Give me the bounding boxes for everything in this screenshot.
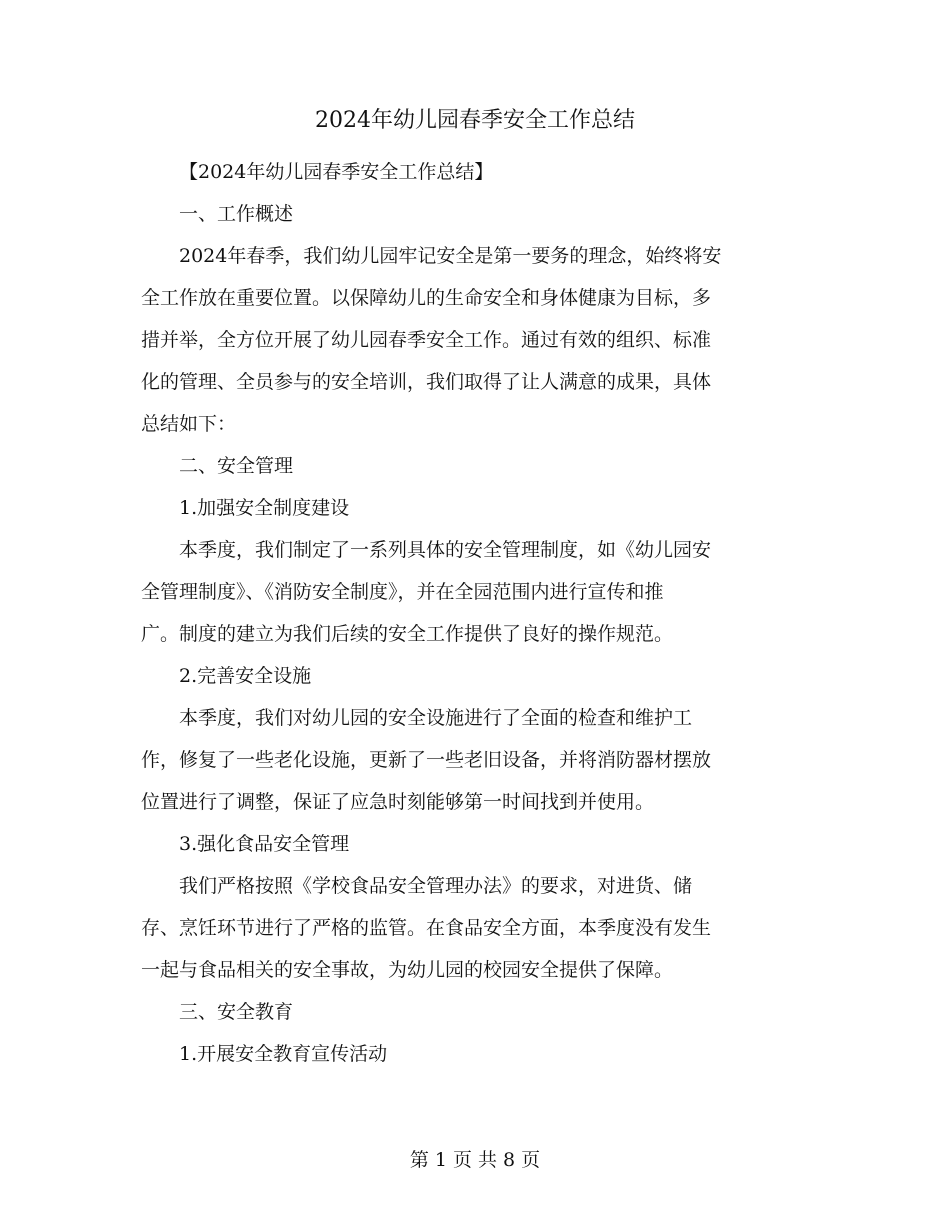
paragraph-line: 作，修复了一些老化设施，更新了一些老旧设备，并将消防器材摆放 [141,749,712,771]
paragraph-line: 全工作放在重要位置。以保障幼儿的生命安全和身体健康为目标，多 [141,287,712,309]
paragraph-line: 我们严格按照《学校食品安全管理办法》的要求，对进货、储 [179,875,693,897]
paragraph [141,487,811,529]
paragraph-line: 二、安全管理 [179,455,294,477]
paragraph-line: 存、烹饪环节进行了严格的监管。在食品安全方面，本季度没有发生 [141,917,712,939]
paragraph [141,235,811,445]
paragraph-line: 化的管理、全员参与的安全培训，我们取得了让人满意的成果，具体 [141,371,712,393]
page-number: 第 1 页 共 8 页 [409,1149,541,1171]
paragraph-line: 1.开展安全教育宣传活动 [179,1043,388,1065]
paragraph-line: 一、工作概述 [179,203,294,225]
paragraph [141,445,811,487]
paragraph [141,991,811,1033]
paragraph [141,1033,811,1075]
paragraph [141,697,811,823]
paragraph-line: 位置进行了调整，保证了应急时刻能够第一时间找到并使用。 [141,791,655,813]
paragraph [141,865,811,991]
paragraph [141,529,811,655]
paragraph-line: 三、安全教育 [179,1001,294,1023]
paragraph-line: 全管理制度》、《消防安全制度》，并在全园范围内进行宣传和推 [141,581,664,603]
paragraph-line: 措并举，全方位开展了幼儿园春季安全工作。通过有效的组织、标准 [141,329,712,351]
paragraph-line: 3.强化食品安全管理 [179,833,350,855]
paragraph-line: 【2024年幼儿园春季安全工作总结】 [179,161,494,183]
paragraph [141,151,811,193]
paragraph-line: 本季度，我们对幼儿园的安全设施进行了全面的检查和维护工 [179,707,693,729]
paragraph [141,655,811,697]
paragraph-line: 一起与食品相关的安全事故，为幼儿园的校园安全提供了保障。 [141,959,674,981]
paragraph [141,823,811,865]
document-title: 2024年幼儿园春季安全工作总结 [315,108,635,133]
paragraph-line: 2024年春季，我们幼儿园牢记安全是第一要务的理念，始终将安 [179,245,722,267]
paragraph [141,193,811,235]
paragraph-line: 2.完善安全设施 [179,665,312,687]
paragraph-line: 1.加强安全制度建设 [179,497,350,519]
paragraph-line: 广。制度的建立为我们后续的安全工作提供了良好的操作规范。 [141,623,674,645]
document-body [141,151,811,1075]
paragraph-line: 本季度，我们制定了一系列具体的安全管理制度，如《幼儿园安 [179,539,712,561]
paragraph-line: 总结如下： [141,413,237,435]
